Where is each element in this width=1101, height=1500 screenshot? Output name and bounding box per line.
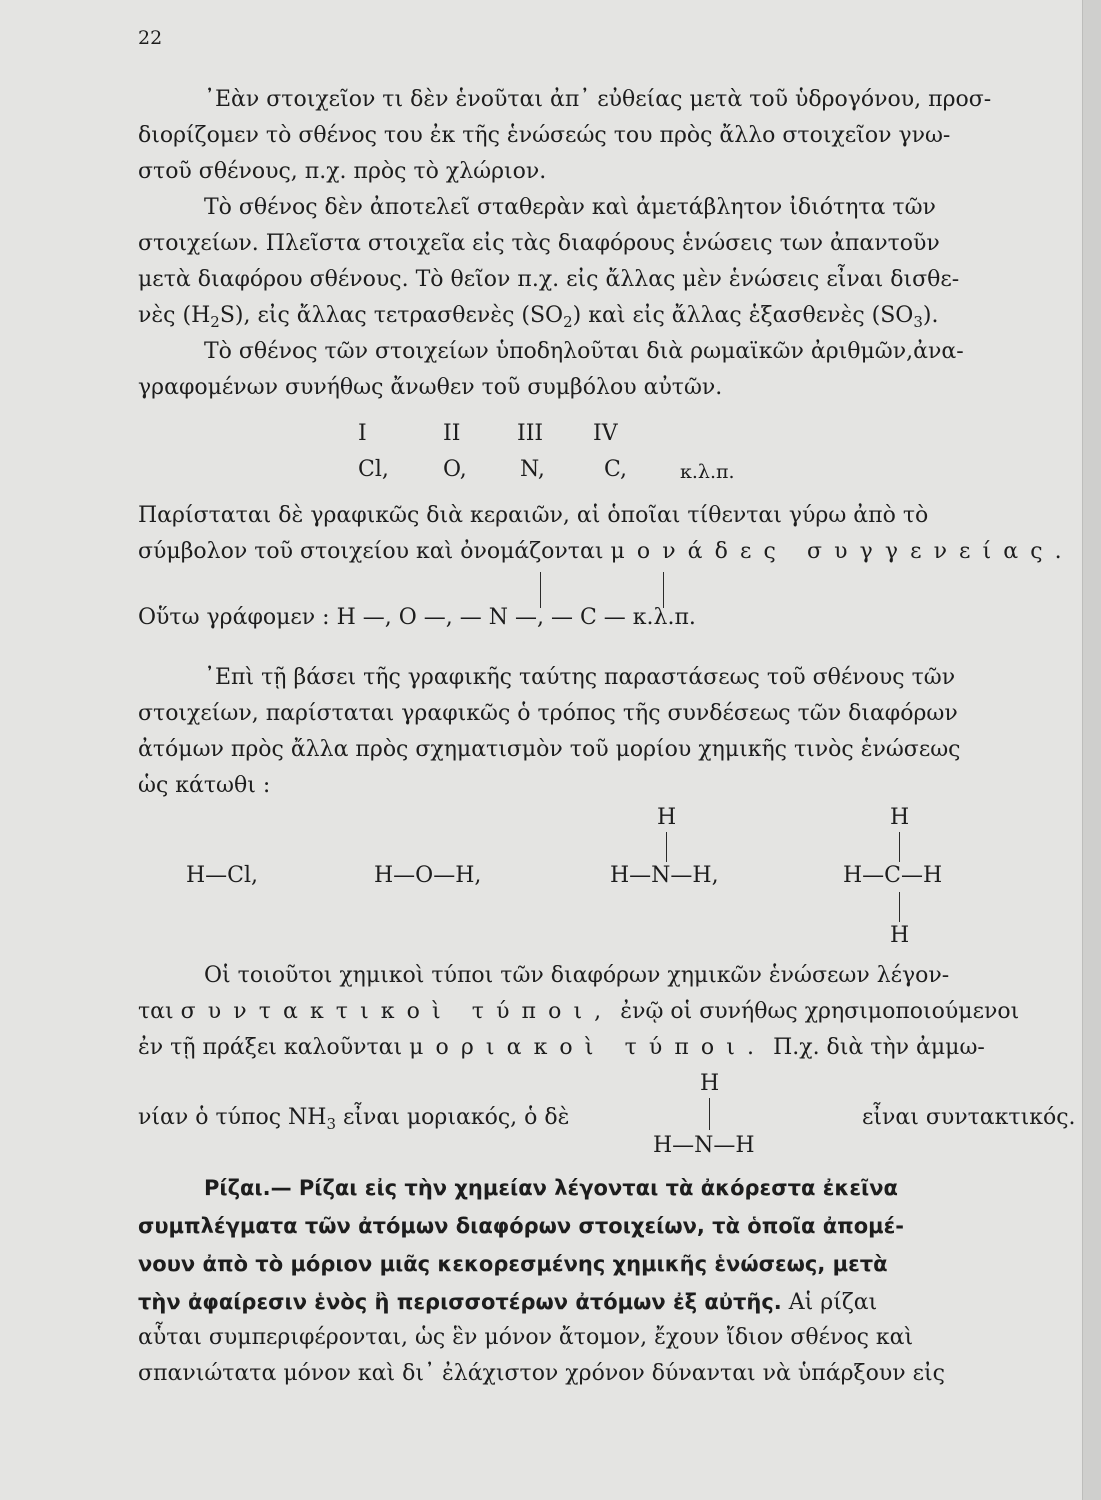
text-line: στοῦ σθένους, π.χ. πρὸς τὸ χλώριον.: [138, 159, 547, 184]
page-edge: [1082, 0, 1101, 1500]
text-line: ται συντακτικοὶ τύποι, ἐνῷ οἱ συνήθως χρησιμοποιούμενοι: [138, 999, 1020, 1024]
text-line: τὴν ἀφαίρεσιν ἑνὸς ἢ περισσοτέρων ἀτόμων ἐξ αὐτῆς. Αἱ ρίζαι: [138, 1290, 878, 1315]
bond-line: [663, 572, 664, 608]
text-line: στοιχείων, παρίσταται γραφικῶς ὁ τρόπος τῆς συνδέσεως τῶν διαφόρων: [138, 701, 958, 726]
roman-numeral: III: [517, 421, 544, 446]
text-line: γραφομένων συνήθως ἄνωθεν τοῦ συμβόλου αὐτῶν.: [138, 375, 723, 400]
formula-hcl: H—Cl,: [186, 863, 259, 888]
text-line: Τὸ σθένος δὲν ἀποτελεῖ σταθερὰν καὶ ἀμετάβλητον ἰδιότητα τῶν: [204, 195, 936, 220]
roman-numeral: I: [358, 421, 367, 446]
element-symbol: N,: [520, 457, 545, 482]
text-line: διορίζομεν τὸ σθένος του ἐκ τῆς ἑνώσεώς του πρὸς ἄλλο στοιχεῖον γνω-: [138, 123, 951, 148]
formula-atom: H: [700, 1071, 720, 1096]
bold-text-line: νουν ἀπὸ τὸ μόριον μιᾶς κεκορεσμένης χημικῆς ἑνώσεως, μετὰ: [138, 1252, 888, 1276]
text-line: σπανιώτατα μόνον καὶ δι᾿ ἐλάχιστον χρόνον δύνανται νὰ ὑπάρξουν εἰς: [138, 1361, 945, 1386]
bond-line: [899, 832, 900, 862]
element-symbol: O,: [443, 457, 467, 482]
text-line: νὲς $(H_2S)$, εἰς ἄλλας τετρασθενὲς $(SO_2)$ καὶ εἰς ἄλλας ἑξασθενὲς $(SO_3)$.: [138, 303, 939, 331]
formula-methane: H—C—H: [843, 863, 943, 888]
formula-ammonia-structural: H—N—H: [653, 1133, 755, 1158]
text-line: αὗται συμπεριφέρονται, ὡς ἓν μόνον ἄτομον, ἔχουν ἴδιον σθένος καὶ: [138, 1325, 914, 1350]
text-line: Οὕτω γράφομεν : H —, O —, — N —, — C — κ.λ.π.: [138, 605, 696, 630]
formula-ammonia: H—N—H,: [610, 863, 719, 888]
text-line: ᾿Εὰν στοιχεῖον τι δὲν ἑνοῦται ἀπ᾿ εὐθείας μετὰ τοῦ ὑδρογόνου, προσ-: [204, 87, 992, 112]
roman-numeral: II: [443, 421, 461, 446]
text-line: ἀτόμων πρὸς ἄλλα πρὸς σχηματισμὸν τοῦ μορίου χημικῆς τινὸς ἑνώσεως: [138, 737, 961, 762]
text-line: νίαν ὁ τύπος $NH_3$ εἶναι μοριακός, ὁ δὲ: [138, 1105, 570, 1133]
text-line: σύμβολον τοῦ στοιχείου καὶ ὀνομάζονται μονάδες συγγενείας.: [138, 539, 1074, 564]
page-number: 22: [138, 27, 163, 49]
formula-atom: H: [890, 805, 910, 830]
text-line: Παρίσταται δὲ γραφικῶς διὰ κεραιῶν, αἱ ὁποῖαι τίθενται γύρω ἀπὸ τὸ: [138, 503, 929, 528]
text-line: ᾿Επὶ τῇ βάσει τῆς γραφικῆς ταύτης παραστάσεως τοῦ σθένους τῶν: [204, 665, 956, 690]
text-line: Τὸ σθένος τῶν στοιχείων ὑποδηλοῦται διὰ ρωμαϊκῶν ἀριθμῶν,ἀνα-: [204, 339, 964, 364]
formula-atom: H: [657, 805, 677, 830]
roman-numeral: IV: [593, 421, 618, 446]
bond-line: [899, 892, 900, 922]
element-symbol: Cl,: [358, 457, 389, 482]
formula-water: H—O—H,: [374, 863, 482, 888]
section-heading: Ρίζαι.— Ρίζαι εἰς τὴν χημείαν λέγονται τὰ ἀκόρεστα ἐκεῖνα: [204, 1176, 898, 1200]
text-line: ὡς κάτωθι :: [138, 773, 271, 798]
bold-text-line: συμπλέγματα τῶν ἀτόμων διαφόρων στοιχείων, τὰ ὁποῖα ἀπομέ-: [138, 1214, 905, 1238]
bond-line: [540, 572, 541, 608]
text-line: μετὰ διαφόρου σθένους. Τὸ θεῖον π.χ. εἰς ἄλλας μὲν ἑνώσεις εἶναι δισθε-: [138, 267, 960, 292]
text-line: εἶναι συντακτικός.: [862, 1105, 1076, 1130]
text-line: ἐν τῇ πράξει καλοῦνται μοριακοὶ τύποι. Π.χ. διὰ τὴν ἀμμω-: [138, 1035, 985, 1060]
element-symbol: C,: [604, 457, 628, 482]
text-line: στοιχείων. Πλεῖστα στοιχεῖα εἰς τὰς διαφόρους ἑνώσεις των ἀπαντοῦν: [138, 231, 940, 256]
text-line: Οἱ τοιοῦτοι χημικοὶ τύποι τῶν διαφόρων χημικῶν ἑνώσεων λέγον-: [204, 963, 950, 988]
bond-line: [666, 832, 667, 862]
bond-line: [709, 1098, 710, 1130]
element-symbol: κ.λ.π.: [680, 461, 735, 483]
formula-atom: H: [890, 923, 910, 948]
